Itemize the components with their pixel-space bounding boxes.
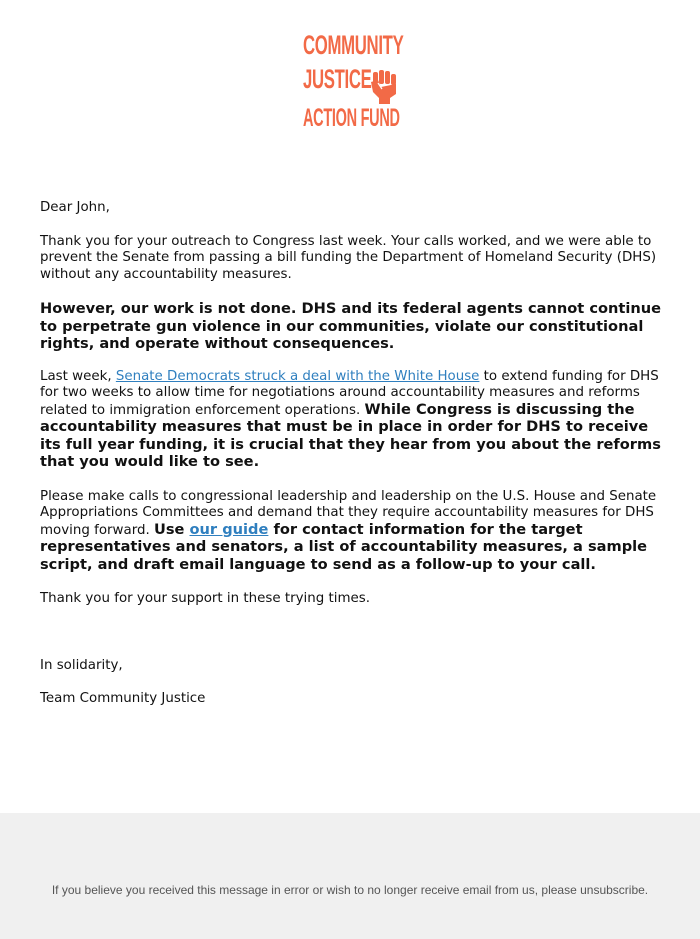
- raised-fist-icon: [369, 70, 397, 104]
- signature: Team Community Justice: [40, 691, 206, 706]
- logo-line-2: JUSTICE: [303, 64, 372, 94]
- senate-deal-link[interactable]: Senate Democrats struck a deal with the White House: [115, 368, 480, 384]
- paragraph-call-to-action: [40, 489, 665, 575]
- footer: [0, 813, 700, 939]
- unsubscribe-notice[interactable]: If you believe you received this message in error or wish to no longer receive email from us, please unsubscribe.: [51, 883, 649, 897]
- paragraph-work-not-done: However, our work is not done. DHS and its federal agents cannot continue to perpetrate gun violence in our communities, violate our constitutional rights, and operate without consequences.: [40, 300, 662, 352]
- paragraph-cta-bold-a: Use: [153, 520, 190, 538]
- closing: In solidarity,: [40, 657, 123, 673]
- community-justice-logo: [303, 30, 404, 136]
- logo-line-3: ACTION FUND: [303, 104, 400, 132]
- paragraph-cta-bold-b: for contact information for the target representatives and senators, a list of accountability measures, a sample script, and draft email language to send as a follow-up to your call.: [40, 520, 648, 573]
- paragraph-support: Thank you for your support in these trying times.: [40, 591, 370, 606]
- paragraph-thanks: Thank you for your outreach to Congress last week. Your calls worked, and we were able to prevent the Senate from passing a bill funding the Department of Homeland Security (DHS) without any accountability measures.: [40, 233, 657, 282]
- paragraph-deal-mid: to extend funding for DHS for two weeks to allow time for negotiations around accountability measures and reforms related to immigration enforcement operations.: [40, 368, 659, 418]
- our-guide-link[interactable]: our guide: [189, 520, 269, 538]
- letter-body: [40, 200, 665, 708]
- greeting: Dear John,: [40, 200, 110, 215]
- paragraph-deal-bold: While Congress is discussing the accountability measures that must be in place in order for DHS to receive its full year funding, it is crucial that they hear from you about the reforms that you would like to see.: [40, 400, 661, 470]
- paragraph-deal-lead: Last week,: [40, 368, 116, 384]
- paragraph-cta-lead: Please make calls to congressional leadership and leadership on the U.S. House and Senate Appropriations Committees and demand that they require accountability measures for DHS moving forward.: [40, 488, 657, 538]
- paragraph-deal: [40, 369, 665, 472]
- logo-line-1: COMMUNITY: [303, 30, 404, 60]
